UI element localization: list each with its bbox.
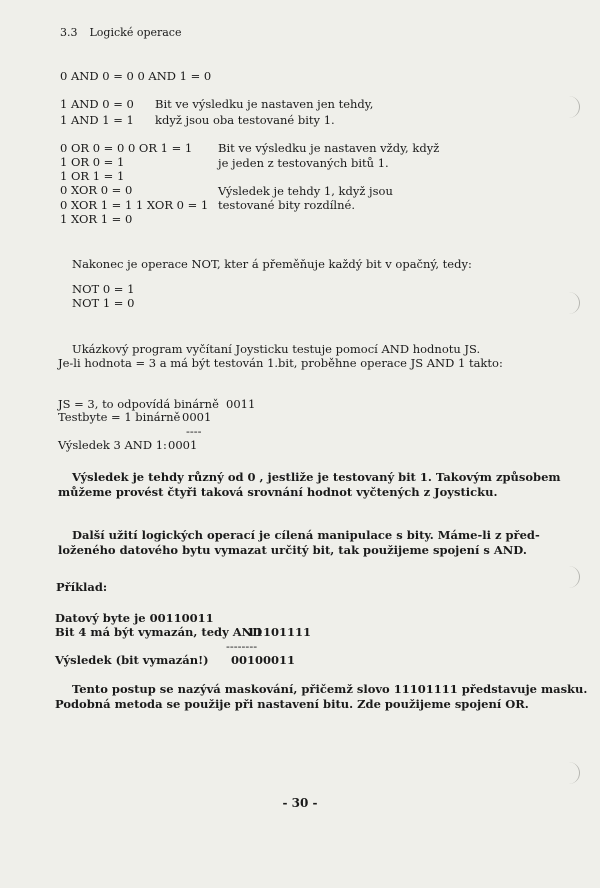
or-op-3: 1 OR 1 = 1 xyxy=(60,169,125,183)
binding-mark xyxy=(567,762,580,784)
and-op-2: 1 AND 1 = 1 xyxy=(60,113,134,127)
example-para-2: Je-li hodnota = 3 a má být testován 1.bit, proběhne operace JS AND 1 takto: xyxy=(58,356,503,370)
calc-result-value: 0001 xyxy=(168,438,198,452)
xor-op-1: 0 XOR 0 = 0 xyxy=(60,183,133,197)
example-rule: -------- xyxy=(226,639,258,653)
xor-op-2: 0 XOR 1 = 1 1 XOR 0 = 1 xyxy=(60,198,209,212)
example-byte-line: Datový byte je 00110011 xyxy=(55,611,214,625)
example-result-value: 00100011 xyxy=(231,653,296,667)
calc-test-value: 0001 xyxy=(182,410,212,424)
example-bit-label: Bit 4 má být vymazán, tedy AND xyxy=(55,625,263,639)
manip-para-1: Další užití logických operací je cílená manipulace s bity. Máme-li z před- xyxy=(72,528,540,542)
binding-mark xyxy=(567,96,580,118)
section-title: Logické operace xyxy=(89,26,182,39)
example-para-1: Ukázkový program vyčítaní Joysticku testuje pomocí AND hodnotu JS. xyxy=(72,342,481,356)
section-number: 3.3 xyxy=(60,26,78,39)
example-bit-value: 11101111 xyxy=(247,625,312,639)
result-para-1: Výsledek je tehdy různý od 0 , jestliže je testovaný bit 1. Takovým způsobem xyxy=(72,470,561,484)
not-intro: Nakonec je operace NOT, kter á přeměňuje každý bit v opačný, tedy: xyxy=(72,257,472,271)
and-note-1: Bit ve výsledku je nastaven jen tehdy, xyxy=(155,97,374,111)
or-note-2: je jeden z testovaných bitů 1. xyxy=(218,156,389,170)
calc-test-label: Testbyte = 1 binárně xyxy=(58,410,181,424)
xor-op-3: 1 XOR 1 = 0 xyxy=(60,212,133,226)
and-line-zero: 0 AND 0 = 0 0 AND 1 = 0 xyxy=(60,69,212,83)
example-label: Příklad: xyxy=(56,580,108,594)
mask-para-2: Podobná metoda se použije při nastavení bitu. Zde použijeme spojení OR. xyxy=(55,697,529,711)
xor-note-1: Výsledek je tehdy 1, když jsou xyxy=(218,184,393,198)
manip-para-2: loženého datového bytu vymazat určitý bit, tak použijeme spojení s AND. xyxy=(58,543,527,557)
mask-para-1: Tento postup se nazývá maskování, přičemž slovo 11101111 představuje masku. xyxy=(72,682,588,696)
section-heading xyxy=(60,26,181,39)
and-note-2: když jsou oba testované bity 1. xyxy=(155,113,335,127)
calc-js-label: JS = 3, to odpovídá binárně xyxy=(58,397,219,411)
result-para-2: můžeme provést čtyři taková srovnání hodnot vyčtených z Joysticku. xyxy=(58,485,498,499)
binding-mark xyxy=(567,292,580,314)
or-op-1: 0 OR 0 = 0 0 OR 1 = 1 xyxy=(60,141,193,155)
calc-js-value: 0011 xyxy=(226,397,256,411)
or-note-1: Bit ve výsledku je nastaven vždy, když xyxy=(218,141,440,155)
not-op-1: NOT 0 = 1 xyxy=(72,282,135,296)
calc-rule: ---- xyxy=(186,424,202,438)
calc-result-label: Výsledek 3 AND 1: xyxy=(58,438,167,452)
xor-note-2: testované bity rozdílné. xyxy=(218,198,355,212)
or-op-2: 1 OR 0 = 1 xyxy=(60,155,125,169)
and-op-1: 1 AND 0 = 0 xyxy=(60,97,134,111)
example-result-label: Výsledek (bit vymazán!) xyxy=(55,653,209,667)
not-op-2: NOT 1 = 0 xyxy=(72,296,135,310)
binding-mark xyxy=(567,566,580,588)
page-number: - 30 - xyxy=(282,796,318,810)
